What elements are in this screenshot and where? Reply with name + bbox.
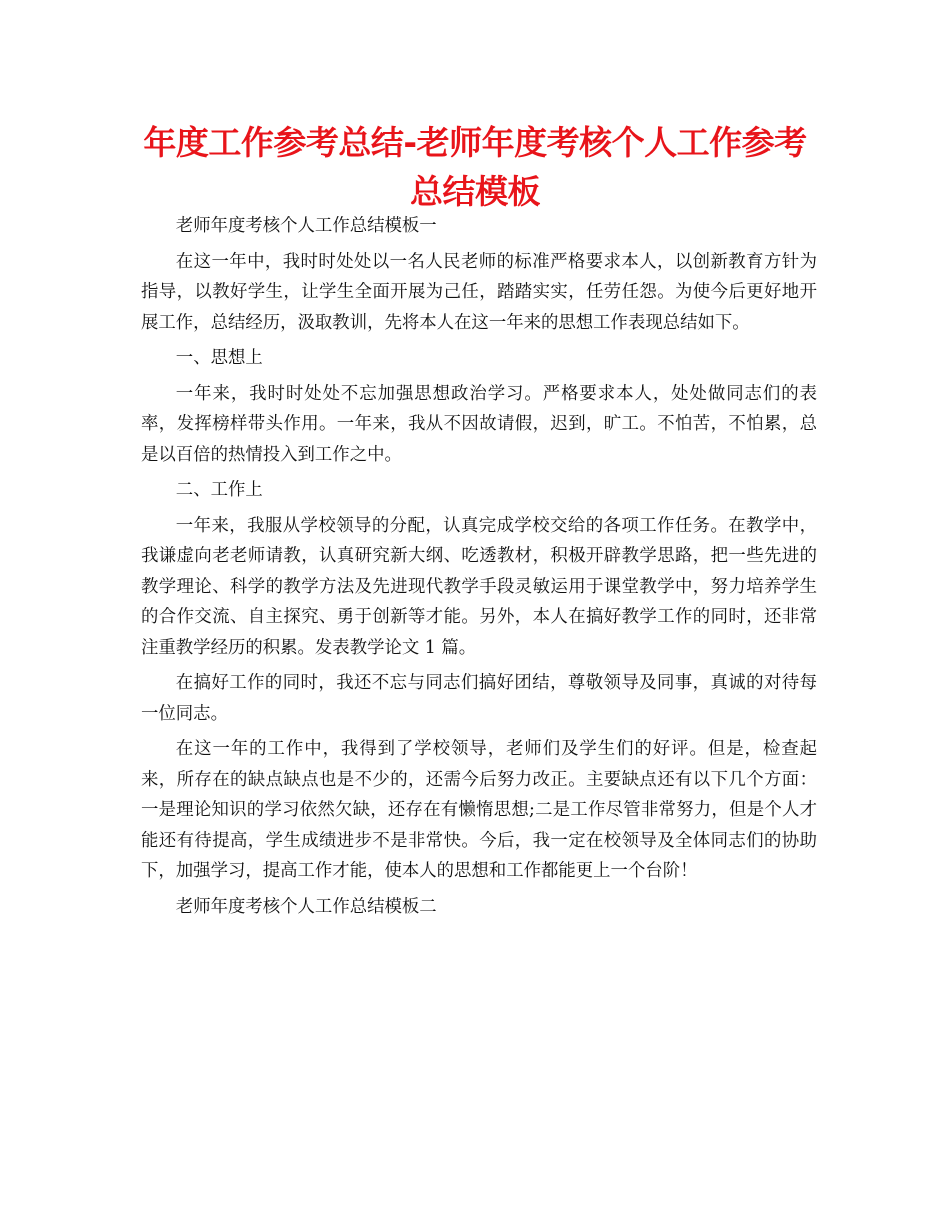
document-body (141, 211, 817, 927)
ideology-paragraph: 一年来，我时时处处不忘加强思想政治学习。严格要求本人，处处做同志们的表率，发挥榜样带头作用。一年来，我从不因故请假，迟到，旷工。不怕苦，不怕累，总是以百倍的热情投入到工作之中。 (141, 383, 817, 465)
section-heading-ideology: 一、思想上 (175, 348, 263, 368)
section-heading-template-two: 老师年度考核个人工作总结模板二 (175, 896, 437, 917)
document-title: 年度工作参考总结-老师年度考核个人工作参考总结模板 (143, 123, 807, 211)
section-heading-template-one: 老师年度考核个人工作总结模板一 (175, 216, 437, 236)
work-paragraph: 一年来，我服从学校领导的分配，认真完成学校交给的各项工作任务。在教学中，我谦虚向老老师请教，认真研究新大纲、吃透教材，积极开辟教学思路，把一些先进的教学理论、科学的教学方法及先进现代教学手段灵敏运用于课堂教学中，努力培养学生的合作交流、自主探究、勇于创新等才能。另外，本人在搞好教学工作的同时，还非常注重教学经历的积累。发表教学论文 1 篇。 (141, 515, 817, 658)
section-heading-work: 二、工作上 (175, 480, 263, 500)
unity-paragraph: 在搞好工作的同时，我还不忘与同志们搞好团结，尊敬领导及同事，真诚的对待每一位同志。 (141, 673, 817, 724)
intro-paragraph: 在这一年中，我时时处处以一名人民老师的标准严格要求本人，以创新教育方针为指导，以教好学生，让学生全面开展为己任，踏踏实实，任劳任怨。为使今后更好地开展工作，总结经历，汲取教训，先将本人在这一年来的思想工作表现总结如下。 (141, 251, 817, 333)
shortcomings-paragraph: 在这一年的工作中，我得到了学校领导，老师们及学生们的好评。但是，检查起来，所存在的缺点缺点也是不少的，还需今后努力改正。主要缺点还有以下几个方面：一是理论知识的学习依然欠缺，还存在有懒惰思想;二是工作尽管非常努力，但是个人才能还有待提高，学生成绩进步不是非常快。今后，我一定在校领导及全体同志们的协助下，加强学习，提高工作才能，使本人的思想和工作都能更上一个台阶！ (141, 739, 817, 881)
